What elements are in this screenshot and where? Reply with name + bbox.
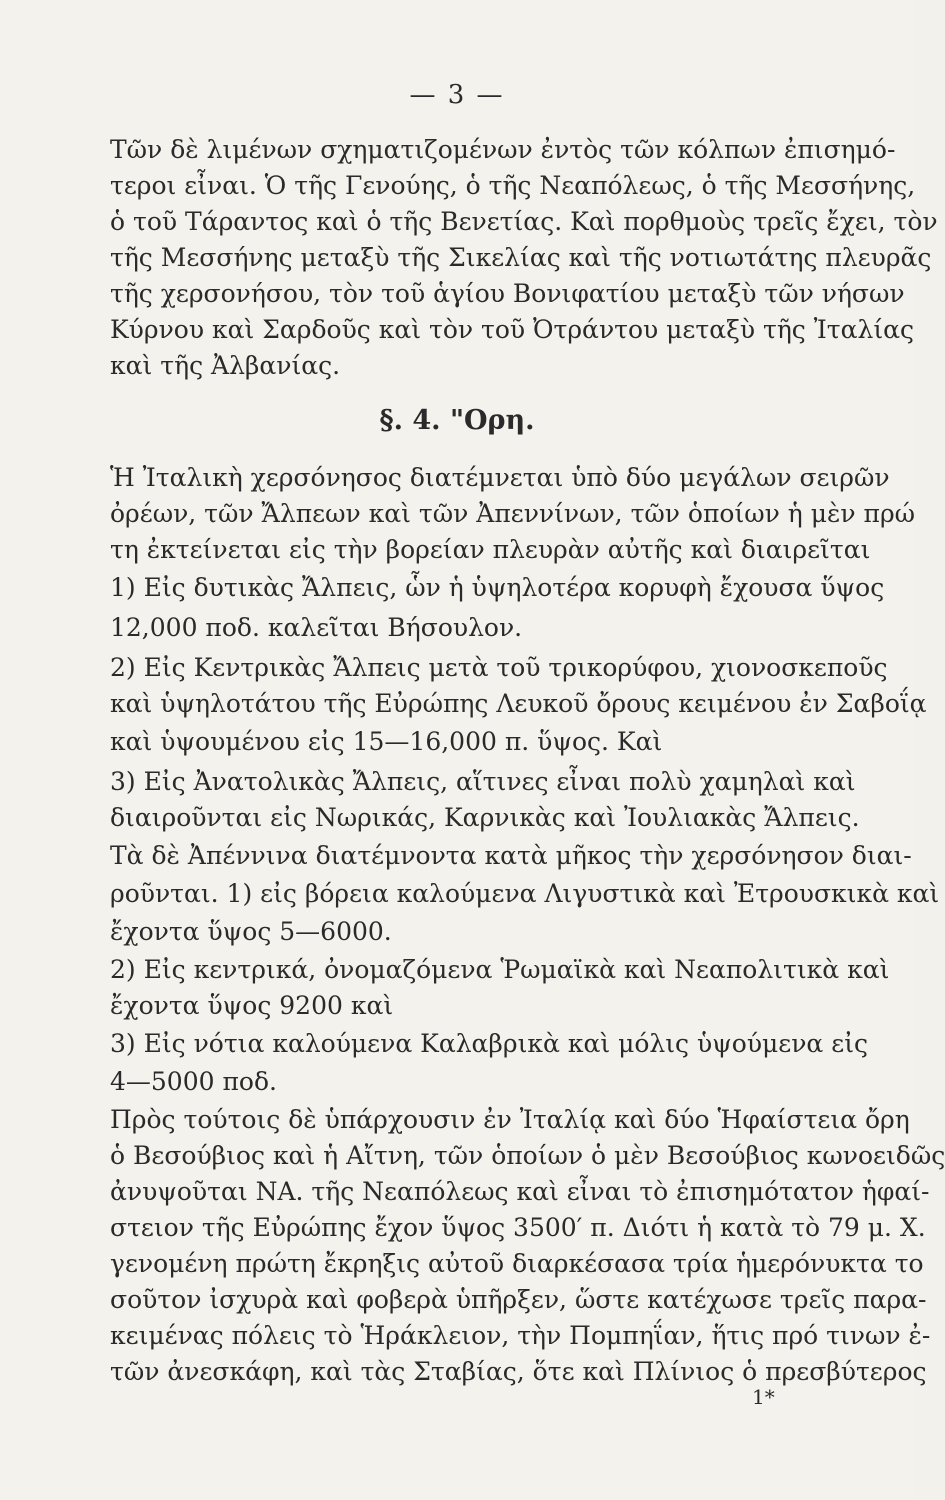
signature-mark: 1* [752,1385,775,1409]
text-line: 3) Εἰς νότια καλούμενα Καλαβρικὰ καὶ μόλις ὑψούμενα εἰς [110,1029,869,1058]
text-line: 3) Εἰς Ἀνατολικὰς Ἄλπεις, αἵτινες εἶναι πολὺ χαμηλαὶ καὶ [110,767,856,796]
section-heading: §. 4. "Ορη. [379,405,535,436]
text-line: σοῦτον ἰσχυρὰ καὶ φοβερὰ ὑπῆρξεν, ὥστε κατέχωσε τρεῖς παρα- [110,1285,927,1314]
text-line: κειμένας πόλεις τὸ Ἡράκλειον, τὴν Πομπηΐαν, ἥτις πρό τινων ἐ- [110,1321,931,1350]
text-line: τῆς χερσονήσου, τὸν τοῦ ἁγίου Βονιφατίου μεταξὺ τῶν νήσων [110,279,905,308]
text-line: 2) Εἰς Κεντρικὰς Ἄλπεις μετὰ τοῦ τρικορύφου, χιονοσκεποῦς [110,653,888,682]
text-line: ὀρέων, τῶν Ἄλπεων καὶ τῶν Ἀπεννίνων, τῶν ὁποίων ἡ μὲν πρώ [110,499,916,528]
text-line: γενομένη πρώτη ἔκρηξις αὐτοῦ διαρκέσασα τρία ἡμερόνυκτα το [110,1249,924,1278]
text-line: τη ἐκτείνεται εἰς τὴν βορείαν πλευρὰν αὐτῆς καὶ διαιρεῖται [110,535,871,564]
text-line: 4—5000 ποδ. [110,1067,277,1096]
text-line: 12,000 ποδ. καλεῖται Βήσουλον. [110,613,523,642]
text-line: Κύρνου καὶ Σαρδοῦς καὶ τὸν τοῦ Ὀτράντου μεταξὺ τῆς Ἰταλίας [110,315,915,344]
page-number: — 3 — [409,80,505,110]
text-line: Ἡ Ἰταλικὴ χερσόνησος διατέμνεται ὑπὸ δύο μεγάλων σειρῶν [110,463,890,492]
text-line: διαιροῦνται εἰς Νωρικάς, Καρνικὰς καὶ Ἰουλιακὰς Ἄλπεις. [110,803,860,832]
text-line: ροῦνται. 1) εἰς βόρεια καλούμενα Λιγυστικὰ καὶ Ἐτρουσκικὰ καὶ [110,879,940,908]
text-line: καὶ ὑψηλοτάτου τῆς Εὐρώπης Λευκοῦ ὄρους κειμένου ἐν Σαβοΐᾳ [110,689,927,718]
text-line: τεροι εἶναι. Ὁ τῆς Γενούης, ὁ τῆς Νεαπόλεως, ὁ τῆς Μεσσήνης, [110,171,916,200]
text-line: στειον τῆς Εὐρώπης ἔχον ὕψος 3500′ π. Διότι ἡ κατὰ τὸ 79 μ. Χ. [110,1213,926,1242]
text-line: Τὰ δὲ Ἀπέννινα διατέμνοντα κατὰ μῆκος τὴν χερσόνησον διαι- [110,841,912,870]
text-line: ἔχοντα ὕψος 9200 καὶ [110,991,394,1020]
text-line: καὶ ὑψουμένου εἰς 15—16,000 π. ὕψος. Καὶ [110,727,663,756]
text-line: τῶν ἀνεσκάφη, καὶ τὰς Σταβίας, ὅτε καὶ Πλίνιος ὁ πρεσβύτερος [110,1357,927,1386]
text-line: ἔχοντα ὕψος 5—6000. [110,917,392,946]
text-line: 2) Εἰς κεντρικά, ὀνομαζόμενα Ῥωμαϊκὰ καὶ Νεαπολιτικὰ καὶ [110,955,890,984]
text-line: Πρὸς τούτοις δὲ ὑπάρχουσιν ἐν Ἰταλίᾳ καὶ δύο Ἡφαίστεια ὄρη [110,1105,910,1134]
text-line: ὁ τοῦ Τάραντος καὶ ὁ τῆς Βενετίας. Καὶ πορθμοὺς τρεῖς ἔχει, τὸν [110,207,938,236]
text-line: ἀνυψοῦται ΝΑ. τῆς Νεαπόλεως καὶ εἶναι τὸ ἐπισημότατον ἡφαί- [110,1177,930,1206]
text-line: ὁ Βεσούβιος καὶ ἡ Αἴτνη, τῶν ὁποίων ὁ μὲν Βεσούβιος κωνοειδῶς [110,1141,945,1170]
text-line: 1) Εἰς δυτικὰς Ἄλπεις, ὧν ἡ ὑψηλοτέρα κορυφὴ ἔχουσα ὕψος [110,573,885,602]
text-line: τῆς Μεσσήνης μεταξὺ τῆς Σικελίας καὶ τῆς νοτιωτάτης πλευρᾶς [110,243,932,272]
text-line: καὶ τῆς Ἀλβανίας. [110,351,341,380]
text-line: Τῶν δὲ λιμένων σχηματιζομένων ἐντὸς τῶν κόλπων ἐπισημό- [110,135,896,164]
